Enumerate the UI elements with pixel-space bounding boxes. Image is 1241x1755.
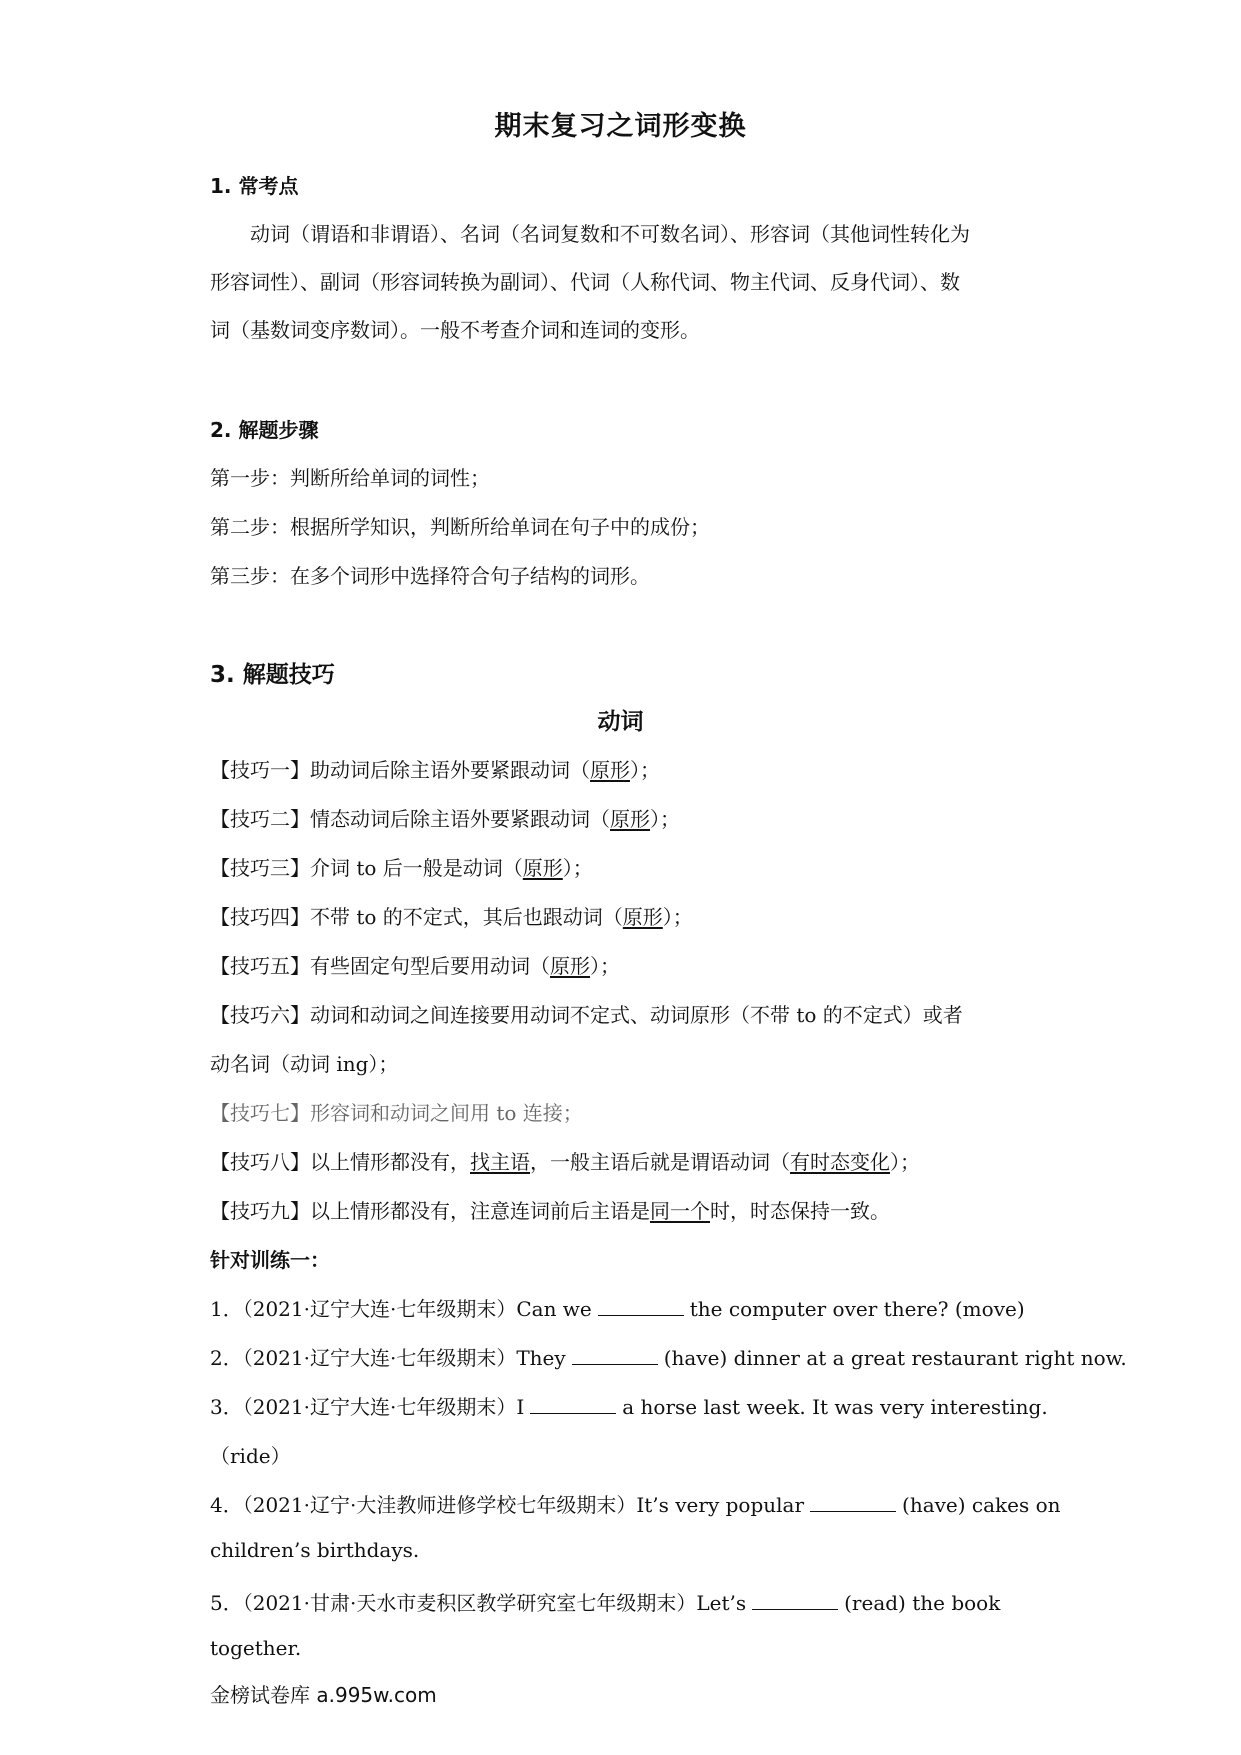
section-1-paragraph-line-3: 词（基数词变序数词）。一般不考查介词和连词的变形。: [210, 318, 700, 342]
tip-5: 【技巧五】有些固定句型后要用动词（原形）；: [210, 954, 620, 978]
question-4: 4．（2021·辽宁·大洼教师进修学校七年级期末）It’s very popular (have) cakes on: [210, 1493, 1061, 1517]
tip-8: 【技巧八】以上情形都没有，找主语，一般主语后就是谓语动词（有时态变化）；: [210, 1150, 920, 1174]
footer-watermark: 金榜试卷库 a.995w.com: [210, 1683, 437, 1707]
question-3: 3．（2021·辽宁大连·七年级期末）I a horse last week. It was very interesting.: [210, 1395, 1048, 1419]
tip-6: 【技巧六】动词和动词之间连接要用动词不定式、动词原形（不带 to 的不定式）或者: [210, 1003, 963, 1027]
answer-blank: [530, 1395, 616, 1414]
tip-6-continued: 动名词（动词 ing）；: [210, 1052, 399, 1076]
verb-subheading: 动词: [597, 709, 644, 735]
tip-4: 【技巧四】不带 to 的不定式，其后也跟动词（原形）；: [210, 905, 693, 929]
answer-blank: [598, 1297, 684, 1316]
question-4-continued: children’s birthdays.: [210, 1538, 420, 1562]
tip-1: 【技巧一】助动词后除主语外要紧跟动词（原形）；: [210, 758, 660, 782]
section-3-heading: 3. 解题技巧: [210, 662, 335, 688]
question-3-continued: （ride）: [210, 1444, 291, 1468]
section-1-paragraph-line-1: 动词（谓语和非谓语）、名词（名词复数和不可数名词）、形容词（其他词性转化为: [250, 222, 970, 246]
tip-7: 【技巧七】形容词和动词之间用 to 连接；: [210, 1101, 583, 1125]
answer-blank: [810, 1493, 896, 1512]
question-5: 5．（2021·甘肃·天水市麦积区教学研究室七年级期末）Let’s (read) the book: [210, 1591, 1001, 1615]
tip-2: 【技巧二】情态动词后除主语外要紧跟动词（原形）；: [210, 807, 680, 831]
tip-3: 【技巧三】介词 to 后一般是动词（原形）；: [210, 856, 593, 880]
section-1-heading: 1. 常考点: [210, 174, 299, 198]
page-title: 期末复习之词形变换: [494, 111, 747, 142]
answer-blank: [572, 1346, 658, 1365]
step-3: 第三步：在多个词形中选择符合句子结构的词形。: [210, 564, 650, 588]
section-1-paragraph-line-2: 形容词性）、副词（形容词转换为副词）、代词（人称代词、物主代词、反身代词）、数: [210, 270, 960, 294]
step-2: 第二步：根据所学知识，判断所给单词在句子中的成份；: [210, 515, 710, 539]
question-5-continued: together.: [210, 1636, 302, 1660]
question-2: 2．（2021·辽宁大连·七年级期末）They (have) dinner at a great restaurant right now.: [210, 1346, 1127, 1370]
section-2-heading: 2. 解题步骤: [210, 418, 319, 442]
answer-blank: [752, 1591, 838, 1610]
practice-heading: 针对训练一：: [210, 1248, 330, 1272]
question-1: 1．（2021·辽宁大连·七年级期末）Can we the computer over there? (move): [210, 1297, 1025, 1321]
step-1: 第一步：判断所给单词的词性；: [210, 466, 490, 490]
tip-9: 【技巧九】以上情形都没有，注意连词前后主语是同一个时，时态保持一致。: [210, 1199, 890, 1223]
